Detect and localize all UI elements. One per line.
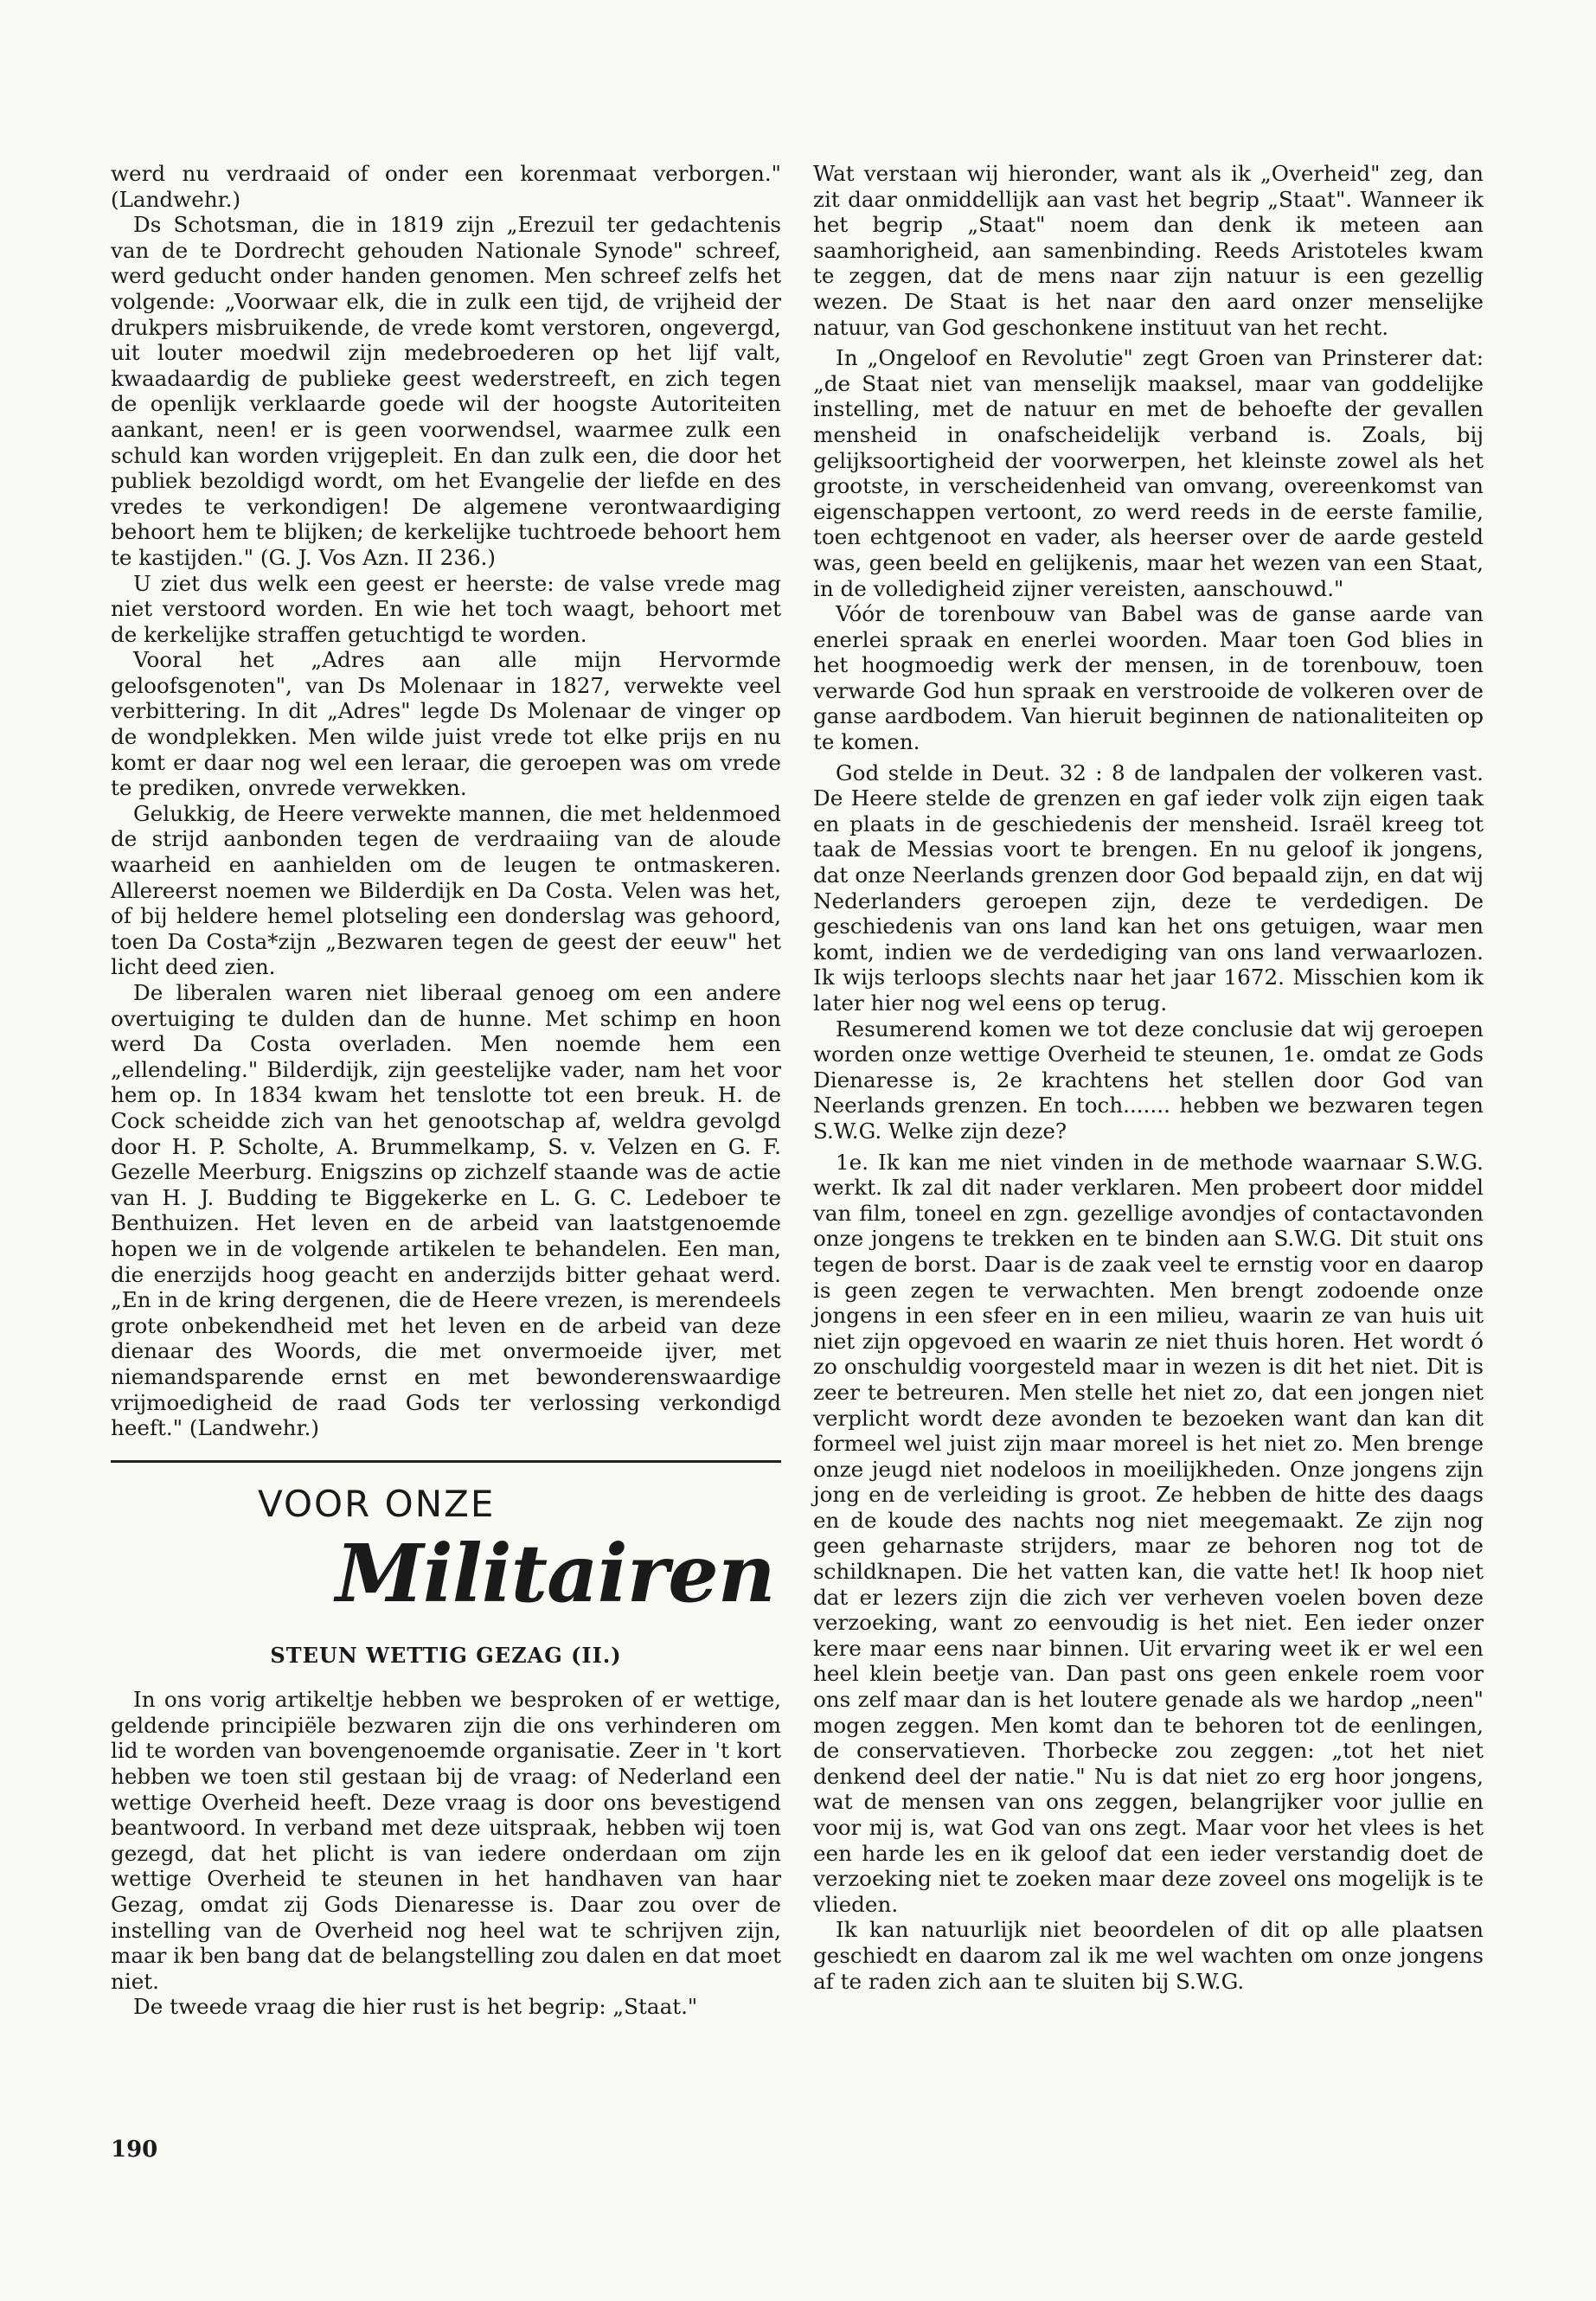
section-title: Militairen	[336, 1526, 775, 1620]
paragraph: Gelukkig, de Heere verwekte mannen, die met heldenmoed de strijd aanbonden tegen de verdraaiing van de aloude waarheid en aanhielden om de leugen te ontmaskeren. Allereerst noemen we Bilderdijk en Da Costa. Velen was het, of bij heldere hemel plotseling een donderslag was gehoord, toen Da Costa*zijn „Bezwaren tegen de geest der eeuw" het licht deed zien.	[111, 800, 781, 980]
paragraph: 1e. Ik kan me niet vinden in de methode waarnaar S.W.G. werkt. Ik zal dit nader verklaren. Men probeert door middel van film, toneel en zgn. gezellige avondjes of contactavonden onze jongens te trekken en te binden aan S.W.G. Dit stuit ons tegen de borst. Daar is de zaak veel te ernstig voor en daarop is geen zegen te verwachten. Men brengt zodoende onze jongens in een sfeer en in een milieu, waarin ze van huis uit niet zijn opgevoed en waarin ze niet thuis horen. Het wordt ó zo onschuldig voorgesteld maar in wezen is dit het niet. Dit is zeer te betreuren. Men stelle het niet zo, dat een jongen niet verplicht wordt deze avonden te bezoeken want dan kan dit formeel wel juist zijn maar moreel is het niet zo. Men brenge onze jeugd niet nodeloos in moeilijkheden. Onze jongens zijn jong en de verleiding is groot. Ze hebben de hitte des daags en de koude des nachts nog niet meegemaakt. Ze zijn nog geen geharnaste strijders, maar ze behoren nog tot de schildknapen. Die het vatten kan, die vatte het! Ik hoop niet dat er lezers zijn die zich ver verheven voelen boven deze verzoeking, want zo eenvoudig is het niet. Een ieder onzer kere maar eens naar binnen. Uit ervaring weet ik er wel een heel klein beetje van. Dan past ons geen enkele roem voor ons zelf maar dan is het loutere genade als we hardop „neen" mogen zeggen. Men komt dan te behoren tot de eenlingen, de conservatieven. Thorbecke zou zeggen: „tot het niet denkend deel der natie." Nu is dat niet zo erg hoor jongens, wat de mensen van ons zeggen, belangrijker voor jullie en voor mij is, wat God van ons zegt. Maar voor het vlees is het een harde les en ik geloof dat een ieder verstandig doet de verzoeking niet te zoeken maar deze zoveel ons mogelijk is te vlieden.	[813, 1149, 1484, 1917]
section-divider	[111, 1460, 781, 1463]
section-kicker: VOOR ONZE	[258, 1482, 496, 1525]
right-column	[813, 161, 1484, 1994]
paragraph: U ziet dus welk een geest er heerste: de valse vrede mag niet verstoord worden. En wie het toch waagt, behoort met de kerkelijke straffen getuchtigd te worden.	[111, 570, 781, 647]
paragraph: werd nu verdraaid of onder een korenmaat verborgen." (Landwehr.)	[111, 161, 781, 212]
paragraph: Wat verstaan wij hieronder, want als ik „Overheid" zeg, dan zit daar onmiddellijk aan vast het begrip „Staat". Wanneer ik het begrip „Staat" noem dan denk ik meteen aan saamhorigheid, aan samenbinding. Reeds Aristoteles kwam te zeggen, dat de mens naar zijn natuur is een gezellig wezen. De Staat is het naar den aard onzer menselijke natuur, van God geschonkene instituut van het recht.	[813, 161, 1484, 340]
left-column	[111, 161, 781, 2020]
page-number: 190	[111, 2137, 158, 2163]
paragraph: De liberalen waren niet liberaal genoeg om een andere overtuiging te dulden dan de hunne. Met schimp en hoon werd Da Costa overladen. Men noemde hem een „ellendeling." Bilderdijk, zijn geestelijke vader, nam het voor hem op. In 1834 kwam het tenslotte tot een breuk. H. de Cock scheidde zich van het genootschap af, weldra gevolgd door H. P. Scholte, A. Brummelkamp, S. v. Velzen en G. F. Gezelle Meerburg. Enigszins op zichzelf staande was de actie van H. J. Budding te Biggekerke en L. G. C. Ledeboer te Benthuizen. Het leven en de arbeid van laatstgenoemde hopen we in de volgende artikelen te behandelen. Een man, die enerzijds hoog geacht en anderzijds bitter gehaat werd. „En in de kring dergenen, die de Heere vrezen, is merendeels grote onbekendheid met het leven en de arbeid van deze dienaar des Woords, die met onvermoeide ijver, met niemandsparende ernst en met bewonderenswaardige vrijmoedigheid de raad Gods ter verlossing verkondigd heeft." (Landwehr.)	[111, 980, 781, 1441]
article-title: STEUN WETTIG GEZAG (II.)	[270, 1642, 622, 1668]
paragraph: In ons vorig artikeltje hebben we besproken of er wettige, geldende principiële bezwaren zijn die ons verhinderen om lid te worden van bovengenoemde organisatie. Zeer in 't kort hebben we toen stil gestaan bij de vraag: of Nederland een wettige Overheid heeft. Deze vraag is door ons bevestigend beantwoord. In verband met deze uitspraak, hebben wij toen gezegd, dat het plicht is van iedere onderdaan om zijn wettige Overheid te steunen in het handhaven van haar Gezag, omdat zij Gods Dienaresse is. Daar zou over de instelling van de Overheid nog heel wat te schrijven zijn, maar ik ben bang dat de belangstelling zou dalen en dat moet niet.	[111, 1687, 781, 1994]
paragraph: In „Ongeloof en Revolutie" zegt Groen van Prinsterer dat: „de Staat niet van menselijk maaksel, maar van goddelijke instelling, met de natuur en met de behoefte der gevallen mensheid in onafscheidelijk verband is. Zoals, bij gelijksoortigheid der voorwerpen, het kleinste zowel als het grootste, in verscheidenheid van omvang, overeenkomst van eigenschappen vertoont, zo werd reeds in de eerste familie, toen echtgenoot en vader, als heerser over de aarde gesteld was, geen beeld en gelijkenis, maar het wezen van een Staat, in de volledigheid zijner vereisten, aanschouwd."	[813, 345, 1484, 601]
paragraph: Vóór de torenbouw van Babel was de ganse aarde van enerlei spraak en enerlei woorden. Maar toen God blies in het hoogmoedig werk der mensen, in de torenbouw, toen verwarde God hun spraak en verstrooide de volkeren over de ganse aardbodem. Van hieruit beginnen de nationaliteiten op te komen.	[813, 601, 1484, 755]
paragraph: Resumerend komen we tot deze conclusie dat wij geroepen worden onze wettige Overheid te steunen, 1e. omdat ze Gods Dienaresse is, 2e krachtens het stellen door God van Neerlands grenzen. En toch....... hebben we bezwaren tegen S.W.G. Welke zijn deze?	[813, 1016, 1484, 1144]
paragraph: De tweede vraag die hier rust is het begrip: „Staat."	[133, 1994, 698, 2020]
paragraph: Vooral het „Adres aan alle mijn Hervormde geloofsgenoten", van Ds Molenaar in 1827, verwekte veel verbittering. In dit „Adres" legde Ds Molenaar de vinger op de wondplekken. Men wilde juist vrede tot elke prijs en nu komt er daar nog wel een leraar, die geroepen was om vrede te prediken, onvrede verwekken.	[111, 647, 781, 801]
paragraph: Ds Schotsman, die in 1819 zijn „Erezuil ter gedachtenis van de te Dordrecht gehouden Nationale Synode" schreef, werd geducht onder handen genomen. Men schreef zelfs het volgende: „Voorwaar elk, die in zulk een tijd, de vrijheid der drukpers misbruikende, de vrede komt verstoren, ongevergd, uit louter moedwil zijn medebroederen op het lijf valt, kwaadaardig de publieke geest wederstreeft, en zich tegen de openlijk verklaarde goede wil der hoogste Autoriteiten aankant, neen! er is geen voorwendsel, waarmee zulk een schuld kan worden vrijgepleit. En dan zulk een, die door het publiek bezoldigd wordt, om het Evangelie der liefde en des vredes te verkondigen! De algemene verontwaardiging behoort hem te blijken; de kerkelijke tuchtroede behoort hem te kastijden." (G. J. Vos Azn. II 236.)	[111, 212, 781, 570]
paragraph: God stelde in Deut. 32 : 8 de landpalen der volkeren vast. De Heere stelde de grenzen en gaf ieder volk zijn eigen taak en plaats in de geschiedenis der mensheid. Israël kreeg tot taak de Messias voort te brengen. En nu geloof ik jongens, dat onze Neerlands grenzen door God bepaald zijn, en dat wij Nederlanders geroepen zijn, deze te verdedigen. De geschiedenis van ons land kan het ons getuigen, waar men komt, indien we de verdediging van ons land verwaarlozen. Ik wijs terloops slechts naar het jaar 1672. Misschien kom ik later hier nog wel eens op terug.	[813, 760, 1484, 1016]
paragraph: Ik kan natuurlijk niet beoordelen of dit op alle plaatsen geschiedt en daarom zal ik me wel wachten om onze jongens af te raden zich aan te sluiten bij S.W.G.	[813, 1917, 1484, 1994]
